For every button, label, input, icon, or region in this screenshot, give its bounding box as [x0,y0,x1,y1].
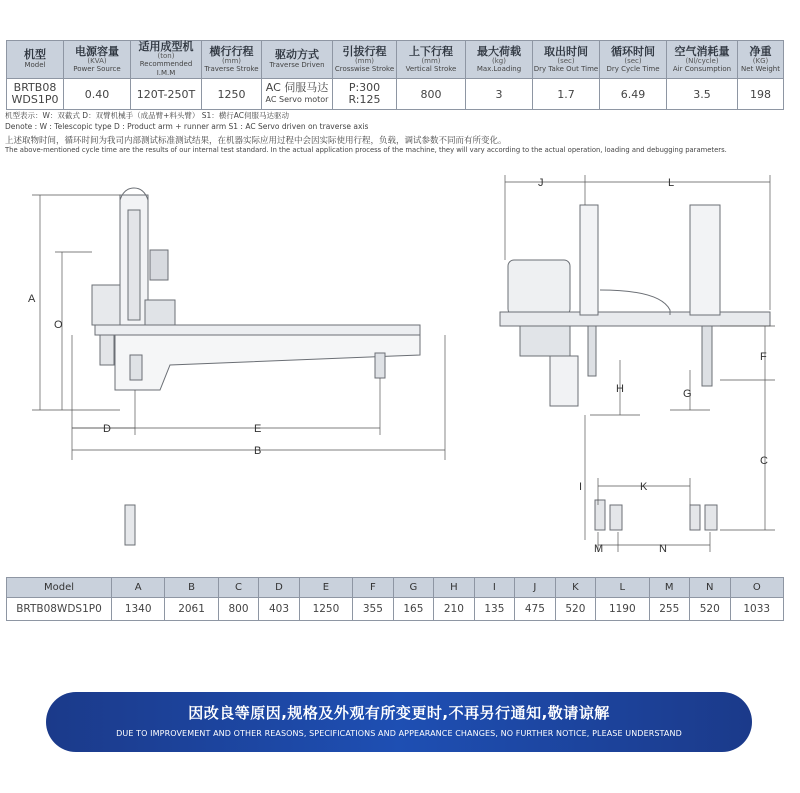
spec-header: 适用成型机 (ton) Recommended I.M.M [131,41,202,79]
spec-cell-air: 3.5 [667,79,738,110]
cycle-note-zh: 上述取物时间，循环时间为我司内部测试标准测试结果，在机器实际应用过程中会因实际使用行程，负载，调试参数不同而有所变化。 [5,136,507,146]
spec-header: 循环时间 (sec) Dry Cycle Time [600,41,667,79]
denote-zh: 机型表示：W：双截式 D：双臂机械手（成品臂+料头臂） S1：横行AC伺服马达驱动 [5,111,290,120]
label-M: M [594,543,604,555]
label-J: J [538,177,544,189]
dim-header: J [515,578,556,598]
dim-header: K [555,578,596,598]
dim-cell: 520 [555,598,596,621]
dim-header: M [649,578,690,598]
label-E: E [254,423,262,435]
dim-cell: 255 [649,598,690,621]
dim-header: L [596,578,649,598]
label-A: A [28,293,36,305]
dim-header: O [730,578,784,598]
spec-header: 空气消耗量 (Nl/cycle) Air Consumption [667,41,738,79]
dim-cell: 800 [218,598,259,621]
spec-header: 电源容量 (KVA) Power Source [64,41,131,79]
spec-cell-driven: AC 伺服马达 AC Servo motor [262,79,333,110]
spec-cell-imm: 120T-250T [131,79,202,110]
notice-zh: 因改良等原因,规格及外观有所变更时,不再另行通知,敬请谅解 [188,704,610,722]
label-O: O [54,319,63,331]
dim-cell: 475 [515,598,556,621]
notice-banner [46,692,752,752]
dim-header: G [393,578,434,598]
label-N: N [659,543,667,555]
front-view [500,205,770,530]
spec-table [6,40,784,110]
dim-cell: 165 [393,598,434,621]
spec-data-row [7,79,784,110]
spec-cell-cycle: 6.49 [600,79,667,110]
dim-data-row [7,598,784,621]
dim-header: E [299,578,352,598]
dim-cell: 355 [353,598,394,621]
spec-header: 驱动方式 Traverse Driven [262,41,333,79]
denote-en: Denote : W : Telescopic type D : Product arm + runner arm S1 : AC Servo driven on traverse axis [5,122,369,131]
label-G: G [683,388,692,400]
spec-header: 机型 Model [7,41,64,79]
dim-header: C [218,578,259,598]
dim-cell: 520 [690,598,731,621]
dim-header: A [112,578,165,598]
dim-header: I [474,578,515,598]
dim-cell: 210 [434,598,475,621]
dim-header: H [434,578,475,598]
notice-en: DUE TO IMPROVEMENT AND OTHER REASONS, SPECIFICATIONS AND APPEARANCE CHANGES, NO FURTHER NOTICE, PLEASE UNDERSTAND [116,729,682,738]
dim-header: F [353,578,394,598]
spec-cell-weight: 198 [738,79,784,110]
dim-header: N [690,578,731,598]
spec-cell-vertical: 800 [397,79,466,110]
label-I: I [579,481,583,493]
spec-header: 净重 (KG) Net Weight [738,41,784,79]
dim-header: Model [7,578,112,598]
dimension-drawing [0,160,800,590]
label-K: K [640,481,648,493]
dim-cell: 1250 [299,598,352,621]
dim-header: D [259,578,300,598]
spec-cell-traverse: 1250 [202,79,262,110]
spec-header: 横行行程 (mm) Traverse Stroke [202,41,262,79]
spec-header: 引拔行程 (mm) Crosswise Stroke [333,41,397,79]
label-B: B [254,445,262,457]
dim-cell: 1033 [730,598,784,621]
dim-header: B [165,578,218,598]
label-D: D [103,423,111,435]
dim-cell: 2061 [165,598,218,621]
spec-cell-power: 0.40 [64,79,131,110]
spec-header-row [7,41,784,79]
dimension-table [6,577,784,621]
spec-cell-crosswise: P:300 R:125 [333,79,397,110]
label-F: F [760,351,767,363]
dim-cell: 135 [474,598,515,621]
side-view [92,188,420,545]
spec-header: 上下行程 (mm) Vertical Stroke [397,41,466,79]
spec-cell-take-out: 1.7 [533,79,600,110]
dim-cell: BRTB08WDS1P0 [7,598,112,621]
label-H: H [616,383,624,395]
spec-header: 最大荷载 (kg) Max.Loading [466,41,533,79]
spec-cell-max-loading: 3 [466,79,533,110]
spec-header: 取出时间 (sec) Dry Take Out Time [533,41,600,79]
dim-cell: 403 [259,598,300,621]
front-dimensions [505,175,775,552]
dim-cell: 1340 [112,598,165,621]
label-C: C [760,455,768,467]
spec-cell-model: BRTB08 WDS1P0 [7,79,64,110]
dim-cell: 1190 [596,598,649,621]
label-L: L [668,177,675,189]
cycle-note-en: The above-mentioned cycle time are the results of our internal test standard. In the actual application process of the machine, they will vary according to the actual operation, loading and debugging parameters. [5,146,727,154]
dim-header-row [7,578,784,598]
